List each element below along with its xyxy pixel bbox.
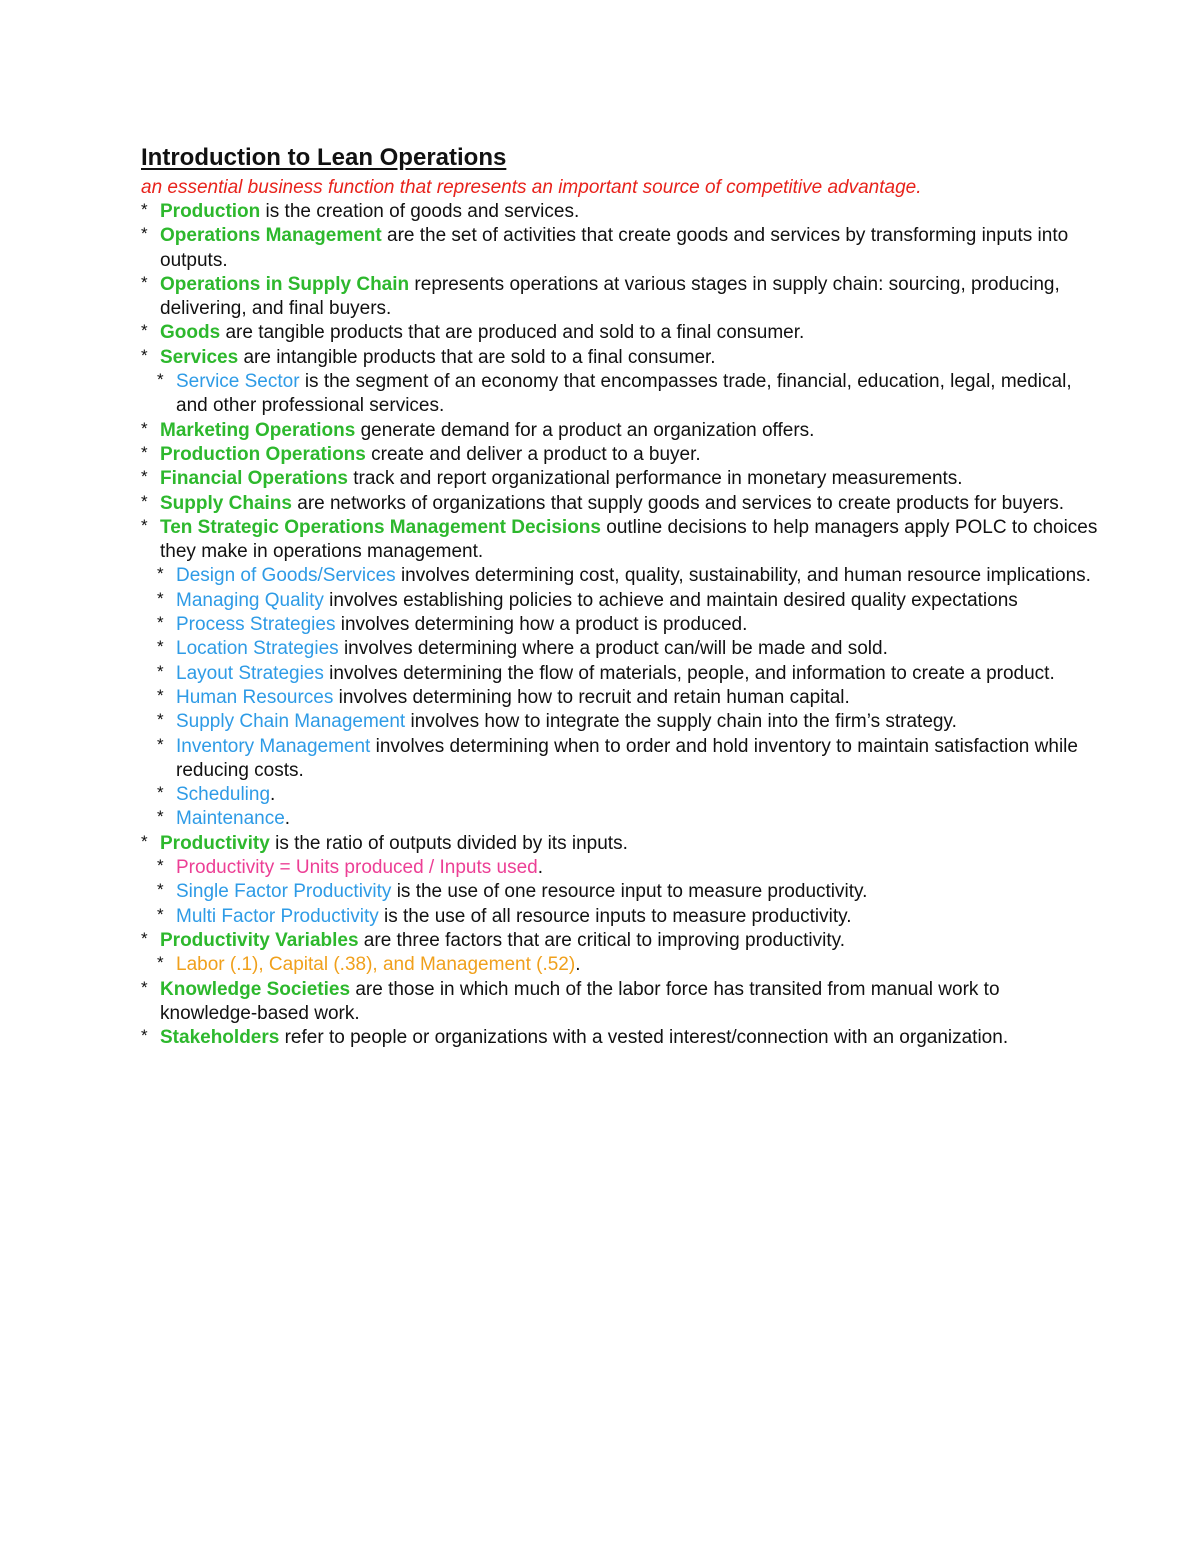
term-description: is the use of one resource input to measure productivity.	[391, 881, 868, 903]
term-description: are tangible products that are produced and sold to a final consumer.	[220, 322, 805, 344]
term-description: outline decisions to help managers apply POLC to choices they make in operations management.	[160, 516, 1098, 563]
term-label: Production	[160, 201, 261, 222]
term-description: track and report organizational performance in monetary measurements.	[347, 468, 963, 490]
term-label: Scheduling	[176, 784, 271, 806]
term-description: are intangible products that are sold to a final consumer.	[238, 346, 716, 368]
term-label: Supply Chain Management	[176, 711, 406, 733]
list-item	[141, 516, 1101, 565]
term-label: Stakeholders	[160, 1027, 280, 1049]
list-item	[141, 929, 1101, 953]
term-description: create and deliver a product to a buyer.	[365, 443, 701, 465]
sub-list-item	[157, 686, 1101, 710]
sub-list-item	[157, 710, 1101, 734]
term-description: involves determining when to order and hold inventory to maintain satisfaction while reducing costs.	[176, 735, 1078, 781]
sub-list-item	[157, 880, 1101, 904]
term-description: .	[575, 954, 581, 976]
page-title: Introduction to Lean Operations	[141, 144, 507, 171]
term-label: Productivity	[160, 832, 270, 854]
term-description: are networks of organizations that supply goods and services to create products for buyers.	[291, 492, 1064, 514]
term-label: Ten Strategic Operations Management Decisions	[160, 516, 601, 538]
term-description: involves determining cost, quality, sustainability, and human resource implications.	[395, 565, 1091, 587]
term-description: is the use of all resource inputs to measure productivity.	[378, 905, 852, 927]
page-subtitle: an essential business function that represents an important source of competitive advantage.	[141, 177, 922, 198]
term-description: .	[270, 784, 276, 806]
term-label: Human Resources	[176, 686, 334, 708]
term-description: is the ratio of outputs divided by its inputs.	[269, 832, 628, 854]
term-label: Managing Quality	[176, 589, 324, 611]
term-label: Single Factor Productivity	[176, 881, 392, 903]
list-item	[141, 346, 1101, 370]
sub-list-item	[157, 783, 1101, 807]
list-item	[141, 224, 1101, 273]
term-description: .	[537, 857, 544, 879]
term-description: are those in which much of the labor force has transited from manual work to knowledge-based work.	[160, 978, 1000, 1024]
term-description: involves determining how to recruit and retain human capital.	[333, 686, 850, 708]
term-description: involves establishing policies to achieve and maintain desired quality expectations	[323, 589, 1018, 611]
sub-list-item	[157, 662, 1101, 686]
term-description: .	[284, 808, 291, 830]
term-label: Services	[160, 346, 239, 368]
sub-list-item	[157, 564, 1101, 588]
term-description: refer to people or organizations with a vested interest/connection with an organization.	[279, 1027, 1009, 1049]
list-item	[141, 978, 1101, 1027]
sub-list-item	[157, 370, 1101, 419]
sub-list-item	[157, 589, 1101, 613]
term-label: Knowledge Societies	[160, 978, 351, 1000]
term-label: Goods	[160, 322, 221, 344]
list-item	[141, 492, 1101, 516]
sub-list-item	[157, 953, 1101, 977]
term-label: Maintenance	[176, 808, 285, 830]
list-item	[141, 467, 1101, 491]
term-label: Multi Factor Productivity	[176, 905, 379, 927]
term-description: involves determining the flow of materials, people, and information to create a product.	[323, 662, 1055, 684]
list-item	[141, 443, 1101, 467]
sub-list-item	[157, 613, 1101, 637]
sub-list-item	[157, 856, 1101, 880]
list-item	[141, 321, 1101, 345]
term-description: involves determining how a product is produced.	[335, 614, 748, 636]
sub-list-item	[157, 637, 1101, 661]
term-label: Financial Operations	[160, 468, 348, 490]
term-label: Supply Chains	[160, 492, 292, 514]
list-item	[141, 1026, 1101, 1050]
sub-list-item	[157, 735, 1101, 784]
term-description: represents operations at various stages in supply chain: sourcing, producing, delivering, and final buyers.	[160, 273, 1060, 320]
term-label: Labor (.1), Capital (.38), and Management (.52)	[176, 954, 576, 976]
term-label: Design of Goods/Services	[176, 565, 396, 587]
term-label: Productivity = Units produced / Inputs used	[176, 857, 538, 879]
sub-list-item	[157, 807, 1101, 831]
term-description: generate demand for a product an organization offers.	[355, 419, 815, 441]
term-description: involves determining where a product can/will be made and sold.	[338, 638, 888, 660]
term-label: Operations Management	[160, 225, 382, 247]
definition-list	[141, 200, 1101, 1050]
list-item	[141, 419, 1101, 443]
term-label: Layout Strategies	[176, 662, 324, 684]
document-content	[141, 143, 1101, 1050]
term-label: Service Sector	[176, 371, 300, 393]
term-label: Production Operations	[160, 443, 366, 465]
term-label: Inventory Management	[176, 735, 371, 757]
list-item	[141, 273, 1101, 322]
term-label: Operations in Supply Chain	[160, 273, 410, 295]
term-label: Productivity Variables	[160, 929, 359, 951]
list-item	[141, 200, 1101, 224]
term-description: is the creation of goods and services.	[260, 201, 580, 222]
term-label: Location Strategies	[176, 638, 339, 660]
term-description: involves how to integrate the supply chain into the firm’s strategy.	[405, 711, 957, 733]
term-description: are the set of activities that create goods and services by transforming inputs into outputs.	[160, 225, 1069, 271]
term-label: Marketing Operations	[160, 419, 356, 441]
sub-list-item	[157, 905, 1101, 929]
term-description: are three factors that are critical to improving productivity.	[358, 929, 845, 951]
list-item	[141, 832, 1101, 856]
term-label: Process Strategies	[176, 614, 336, 636]
term-description: is the segment of an economy that encompasses trade, financial, education, legal, medical, and other professional services.	[176, 371, 1072, 417]
